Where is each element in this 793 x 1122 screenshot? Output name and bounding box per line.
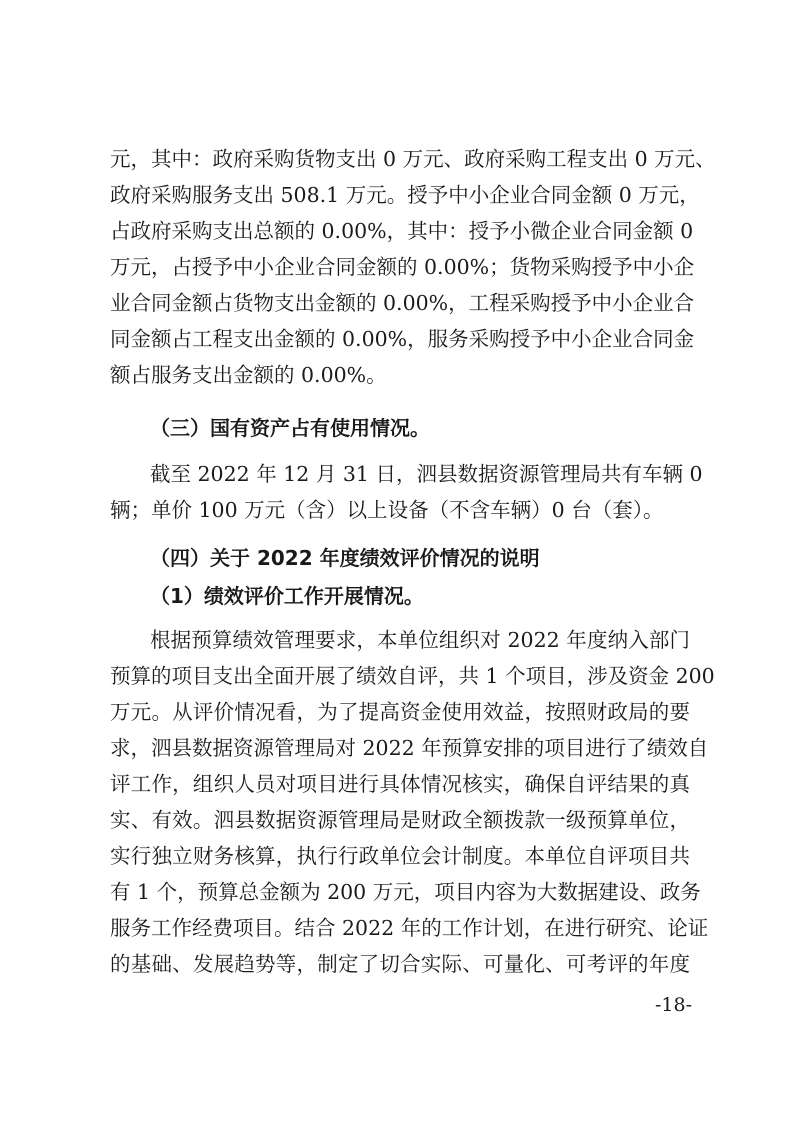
text-line: 服务工作经费项目。结合 2022 年的工作计划，在进行研究、论证 [110,916,709,940]
text-line: 占政府采购支出总额的 0.00%，其中：授予小微企业合同金额 0 [110,219,694,243]
text-line: 辆；单价 100 万元（含）以上设备（不含车辆）0 台（套）。 [110,498,664,522]
text-line: 的基础、发展趋势等，制定了切合实际、可量化、可考评的年度 [110,952,690,976]
subsection-heading: （1）绩效评价工作开展情况。 [150,584,424,608]
text-line: 同金额占工程支出金额的 0.00%，服务采购授予中小企业合同金 [110,327,695,351]
text-line: 万元。从评价情况看，为了提高资金使用效益，按照财政局的要 [110,700,690,724]
text-line: 业合同金额占货物支出金额的 0.00%，工程采购授予中小企业合 [110,291,695,315]
text-line: 元，其中：政府采购货物支出 0 万元、政府采购工程支出 0 万元、 [110,147,716,171]
text-line: 额占服务支出金额的 0.00%。 [110,363,387,387]
text-line: 评工作，组织人员对项目进行具体情况核实，确保自评结果的真 [110,772,690,796]
section-heading: （四）关于 2022 年度绩效评价情况的说明 [150,546,540,570]
text-line: 实行独立财务核算，执行行政单位会计制度。本单位自评项目共 [110,844,690,868]
page-number: -18- [655,994,693,1016]
text-line: 有 1 个，预算总金额为 200 万元，项目内容为大数据建设、政务 [110,880,701,904]
text-line: 政府采购服务支出 508.1 万元。授予中小企业合同金额 0 万元， [110,183,700,207]
text-line: 截至 2022 年 12 月 31 日，泗县数据资源管理局共有车辆 0 [150,462,703,486]
text-line: 实、有效。泗县数据资源管理局是财政全额拨款一级预算单位， [110,808,690,832]
text-line: 根据预算绩效管理要求，本单位组织对 2022 年度纳入部门 [150,628,690,652]
text-line: 万元，占授予中小企业合同金额的 0.00%；货物采购授予中小企 [110,255,695,279]
section-heading: （三）国有资产占有使用情况。 [150,416,430,440]
text-line: 预算的项目支出全面开展了绩效自评，共 1 个项目，涉及资金 200 [110,664,715,688]
text-line: 求，泗县数据资源管理局对 2022 年预算安排的项目进行了绩效自 [110,736,709,760]
